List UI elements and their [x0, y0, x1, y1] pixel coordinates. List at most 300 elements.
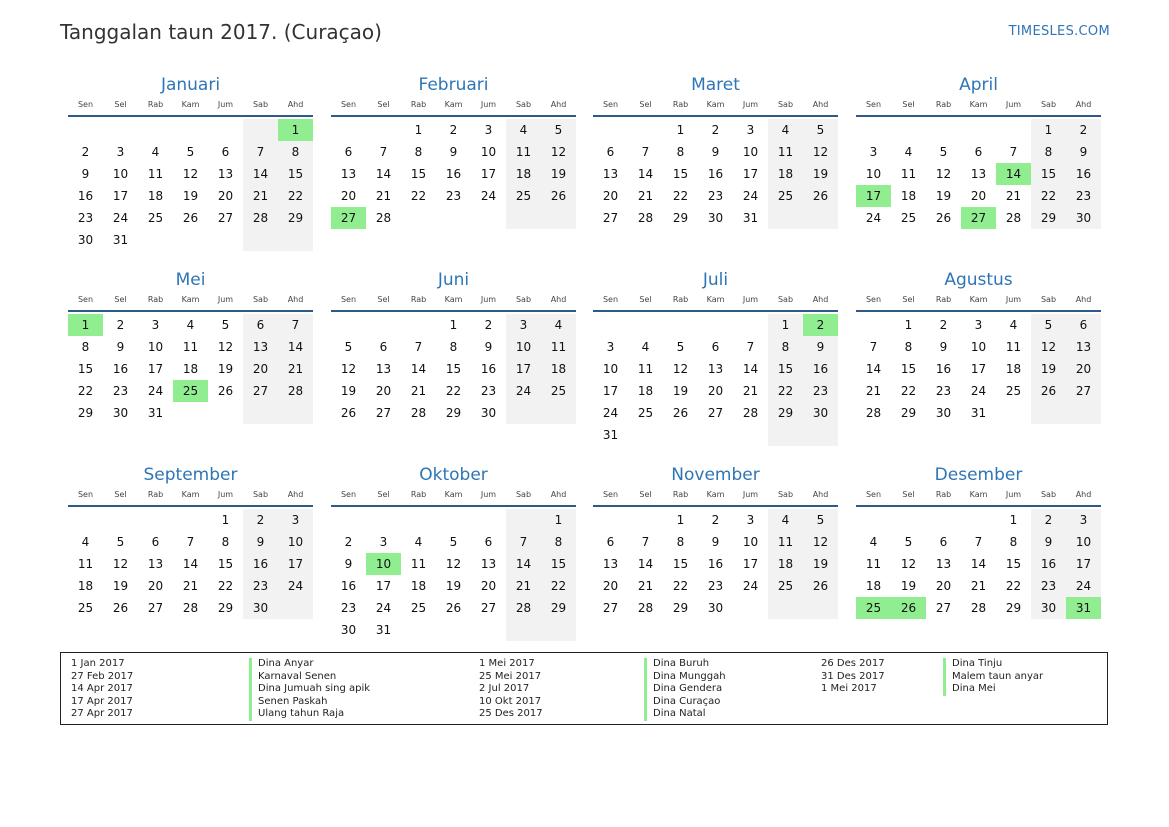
weekday-label: Kam — [969, 295, 988, 304]
weekday-label: Sel — [377, 490, 390, 499]
weekday-label: Rab — [147, 490, 164, 499]
day-cell: 2 — [939, 318, 948, 332]
day-cell: 1 — [414, 123, 423, 137]
month-name: Maret — [691, 75, 740, 95]
day-cell: 5 — [1031, 314, 1066, 336]
day-cell: 21 — [278, 358, 313, 380]
legend-holiday-name: Dina Curaçao — [644, 696, 726, 709]
weekday-header — [68, 489, 313, 507]
day-cell: 2 — [449, 123, 458, 137]
empty-cell — [541, 207, 576, 229]
day-cell: 31 — [742, 211, 759, 225]
month-name: Juni — [437, 270, 470, 290]
empty-cell — [961, 509, 996, 531]
day-cell: 7 — [186, 535, 195, 549]
day-cell: 12 — [803, 141, 838, 163]
day-cell: 1 — [541, 509, 576, 531]
day-cell: 11 — [637, 362, 654, 376]
day-cell: 8 — [449, 340, 458, 354]
empty-cell — [138, 119, 173, 141]
weekday-header — [856, 99, 1101, 117]
day-cell: 25 — [900, 211, 917, 225]
month-name: Desember — [934, 465, 1023, 485]
week-row — [331, 119, 576, 141]
empty-cell — [628, 314, 663, 336]
weekday-label: Sen — [340, 490, 357, 499]
day-cell: 6 — [484, 535, 493, 549]
day-cell: 9 — [939, 340, 948, 354]
day-cell: 20 — [602, 579, 619, 593]
empty-cell — [436, 509, 471, 531]
day-cell: 6 — [379, 340, 388, 354]
day-cell: 29 — [672, 601, 689, 615]
empty-cell — [331, 314, 366, 336]
weekday-label: Sab — [1040, 100, 1057, 109]
day-cell: 17 — [506, 358, 541, 380]
day-cell: 24 — [970, 384, 987, 398]
day-cell: 1 — [1009, 513, 1018, 527]
day-cell: 15 — [410, 167, 427, 181]
holiday-cell: 14 — [996, 163, 1031, 185]
month-name: November — [671, 465, 760, 485]
weekday-label: Rab — [410, 100, 427, 109]
weekday-label: Jum — [480, 100, 497, 109]
holiday-cell: 10 — [366, 553, 401, 575]
weekday-label: Kam — [181, 100, 200, 109]
weekday-label: Ahd — [550, 100, 567, 109]
day-cell: 28 — [970, 601, 987, 615]
day-cell: 14 — [637, 167, 654, 181]
day-cell: 16 — [243, 553, 278, 575]
empty-cell — [138, 229, 173, 251]
day-cell: 27 — [147, 601, 164, 615]
week-row — [593, 575, 838, 597]
weekday-label: Sel — [114, 490, 127, 499]
day-cell: 18 — [768, 553, 803, 575]
day-cell: 18 — [77, 579, 94, 593]
day-cell: 11 — [410, 557, 427, 571]
day-cell: 6 — [344, 145, 353, 159]
day-cell: 13 — [375, 362, 392, 376]
holiday-cell: 27 — [961, 207, 996, 229]
day-cell: 20 — [243, 358, 278, 380]
week-row — [331, 380, 576, 402]
day-cell: 17 — [147, 362, 164, 376]
empty-cell — [541, 619, 576, 641]
day-cell: 17 — [278, 553, 313, 575]
legend-holiday-name: Malem taun anyar — [943, 671, 1043, 684]
day-cell: 16 — [1066, 163, 1101, 185]
day-cell: 24 — [112, 211, 129, 225]
day-cell: 22 — [77, 384, 94, 398]
day-cell: 12 — [935, 167, 952, 181]
day-cell: 16 — [803, 358, 838, 380]
day-cell: 22 — [1005, 579, 1022, 593]
legend-date: 31 Des 2017 — [821, 670, 885, 682]
empty-cell — [173, 402, 208, 424]
day-cell: 22 — [672, 579, 689, 593]
day-cell: 31 — [970, 406, 987, 420]
month-maret — [593, 73, 838, 229]
day-cell: 23 — [112, 384, 129, 398]
week-row — [593, 207, 838, 229]
day-cell: 7 — [746, 340, 755, 354]
empty-cell — [663, 314, 698, 336]
day-cell: 22 — [410, 189, 427, 203]
day-cell: 23 — [1066, 185, 1101, 207]
day-cell: 14 — [375, 167, 392, 181]
week-row — [593, 380, 838, 402]
day-cell: 28 — [278, 380, 313, 402]
empty-cell — [366, 119, 401, 141]
day-cell: 15 — [1031, 163, 1066, 185]
legend-dates-column — [821, 658, 885, 696]
weekday-header — [593, 99, 838, 117]
day-cell: 14 — [637, 557, 654, 571]
day-cell: 24 — [278, 575, 313, 597]
day-cell: 25 — [506, 185, 541, 207]
day-cell: 12 — [112, 557, 129, 571]
empty-cell — [996, 402, 1031, 424]
week-row — [593, 185, 838, 207]
day-cell: 26 — [182, 211, 199, 225]
week-row — [593, 119, 838, 141]
day-cell: 20 — [707, 384, 724, 398]
empty-cell — [506, 509, 541, 531]
day-cell: 15 — [672, 167, 689, 181]
day-cell: 5 — [221, 318, 230, 332]
day-cell: 11 — [77, 557, 94, 571]
day-cell: 11 — [865, 557, 882, 571]
legend-date: 27 Feb 2017 — [71, 670, 134, 682]
weekday-label: Rab — [147, 100, 164, 109]
legend-holiday-name: Dina Gendera — [644, 683, 726, 696]
day-cell: 29 — [768, 402, 803, 424]
week-row — [68, 207, 313, 229]
day-cell: 29 — [1005, 601, 1022, 615]
day-cell: 6 — [1066, 314, 1101, 336]
week-row — [856, 185, 1101, 207]
day-cell: 28 — [1005, 211, 1022, 225]
legend-date: 25 Mei 2017 — [479, 670, 542, 682]
day-cell: 21 — [1005, 189, 1022, 203]
day-cell: 19 — [112, 579, 129, 593]
empty-cell — [803, 207, 838, 229]
day-cell: 29 — [445, 406, 462, 420]
day-cell: 20 — [480, 579, 497, 593]
day-cell: 19 — [935, 189, 952, 203]
day-cell: 29 — [278, 207, 313, 229]
weekday-label: Ahd — [812, 295, 829, 304]
legend-date: 17 Apr 2017 — [71, 695, 133, 707]
day-cell: 12 — [340, 362, 357, 376]
day-cell: 10 — [278, 531, 313, 553]
day-cell: 17 — [112, 189, 129, 203]
day-cell: 23 — [243, 575, 278, 597]
empty-cell — [208, 229, 243, 251]
day-cell: 26 — [112, 601, 129, 615]
day-cell: 5 — [449, 535, 458, 549]
empty-cell — [803, 424, 838, 446]
empty-cell — [926, 119, 961, 141]
week-row — [331, 358, 576, 380]
day-cell: 9 — [803, 336, 838, 358]
day-cell: 23 — [77, 211, 94, 225]
week-row — [856, 575, 1101, 597]
day-cell: 14 — [506, 553, 541, 575]
weekday-label: Kam — [181, 295, 200, 304]
month-name: Februari — [418, 75, 489, 95]
day-cell: 21 — [637, 579, 654, 593]
weekday-label: Kam — [969, 490, 988, 499]
day-cell: 24 — [865, 211, 882, 225]
day-cell: 21 — [375, 189, 392, 203]
day-cell: 15 — [217, 557, 234, 571]
empty-cell — [173, 509, 208, 531]
day-cell: 29 — [672, 211, 689, 225]
weekday-label: Sen — [602, 100, 619, 109]
weekday-label: Jum — [217, 490, 234, 499]
day-cell: 30 — [112, 406, 129, 420]
day-cell: 7 — [869, 340, 878, 354]
weekday-header — [593, 294, 838, 312]
weekday-label: Jum — [1005, 295, 1022, 304]
month-desember — [856, 463, 1101, 619]
weekday-label: Sab — [252, 490, 269, 499]
day-cell: 8 — [278, 141, 313, 163]
week-row — [68, 402, 313, 424]
week-row — [331, 163, 576, 185]
day-cell: 12 — [217, 340, 234, 354]
day-cell: 30 — [480, 406, 497, 420]
day-cell: 25 — [410, 601, 427, 615]
day-cell: 9 — [81, 167, 90, 181]
day-cell: 5 — [186, 145, 195, 159]
day-cell: 19 — [217, 362, 234, 376]
day-cell: 16 — [935, 362, 952, 376]
empty-cell — [733, 597, 768, 619]
empty-cell — [593, 119, 628, 141]
legend-holiday-name: Dina Anyar — [249, 658, 370, 671]
day-cell: 9 — [116, 340, 125, 354]
weekday-label: Jum — [742, 295, 759, 304]
day-cell: 21 — [182, 579, 199, 593]
day-cell: 19 — [445, 579, 462, 593]
day-cell: 4 — [768, 509, 803, 531]
empty-cell — [173, 229, 208, 251]
week-row — [856, 336, 1101, 358]
week-row — [593, 141, 838, 163]
empty-cell — [1031, 402, 1066, 424]
day-cell: 16 — [707, 557, 724, 571]
day-cell: 28 — [182, 601, 199, 615]
day-cell: 25 — [541, 380, 576, 402]
day-cell: 15 — [672, 557, 689, 571]
day-cell: 2 — [711, 513, 720, 527]
day-cell: 3 — [379, 535, 388, 549]
empty-cell — [541, 402, 576, 424]
empty-cell — [663, 424, 698, 446]
empty-cell — [506, 619, 541, 641]
day-cell: 30 — [340, 623, 357, 637]
day-cell: 2 — [1066, 119, 1101, 141]
day-cell: 8 — [221, 535, 230, 549]
day-cell: 16 — [445, 167, 462, 181]
weekday-label: Sab — [777, 295, 794, 304]
day-cell: 14 — [410, 362, 427, 376]
day-cell: 10 — [602, 362, 619, 376]
empty-cell — [471, 509, 506, 531]
week-row — [856, 402, 1101, 424]
day-cell: 16 — [77, 189, 94, 203]
legend-date: 14 Apr 2017 — [71, 683, 133, 694]
week-row — [593, 336, 838, 358]
empty-cell — [733, 314, 768, 336]
day-cell: 7 — [506, 531, 541, 553]
legend-date: 25 Des 2017 — [479, 708, 543, 719]
empty-cell — [173, 119, 208, 141]
day-cell: 13 — [707, 362, 724, 376]
month-juni — [331, 268, 576, 424]
empty-cell — [961, 119, 996, 141]
day-cell: 11 — [506, 141, 541, 163]
weekday-label: Rab — [672, 490, 689, 499]
day-cell: 18 — [541, 358, 576, 380]
day-cell: 24 — [742, 189, 759, 203]
week-row — [856, 141, 1101, 163]
day-cell: 8 — [904, 340, 913, 354]
day-cell: 24 — [742, 579, 759, 593]
day-cell: 4 — [186, 318, 195, 332]
weekday-label: Rab — [672, 100, 689, 109]
day-cell: 1 — [449, 318, 458, 332]
weekday-label: Kam — [444, 295, 463, 304]
week-row — [856, 119, 1101, 141]
month-name: Agustus — [944, 270, 1013, 290]
day-cell: 17 — [970, 362, 987, 376]
week-row — [593, 163, 838, 185]
day-cell: 1 — [221, 513, 230, 527]
weekday-header — [331, 489, 576, 507]
day-cell: 17 — [480, 167, 497, 181]
week-row — [593, 314, 838, 336]
weekday-label: Sel — [377, 100, 390, 109]
day-cell: 3 — [484, 123, 493, 137]
empty-cell — [243, 229, 278, 251]
month-name: Juli — [702, 270, 729, 290]
day-cell: 10 — [970, 340, 987, 354]
weekday-header — [856, 489, 1101, 507]
day-cell: 3 — [869, 145, 878, 159]
week-row — [68, 358, 313, 380]
day-cell: 23 — [1031, 575, 1066, 597]
week-row — [68, 141, 313, 163]
day-cell: 26 — [340, 406, 357, 420]
weekday-header — [331, 99, 576, 117]
day-cell: 21 — [243, 185, 278, 207]
day-cell: 6 — [711, 340, 720, 354]
day-cell: 17 — [375, 579, 392, 593]
day-cell: 18 — [506, 163, 541, 185]
day-cell: 24 — [480, 189, 497, 203]
weekday-label: Sab — [1040, 295, 1057, 304]
week-row — [68, 509, 313, 531]
day-cell: 28 — [243, 207, 278, 229]
day-cell: 24 — [506, 380, 541, 402]
week-row — [593, 553, 838, 575]
day-cell: 8 — [676, 145, 685, 159]
month-januari — [68, 73, 313, 251]
day-cell: 13 — [217, 167, 234, 181]
day-cell: 24 — [147, 384, 164, 398]
day-cell: 26 — [935, 211, 952, 225]
week-row — [856, 207, 1101, 229]
day-cell: 3 — [116, 145, 125, 159]
day-cell: 3 — [278, 509, 313, 531]
weekday-label: Rab — [935, 295, 952, 304]
day-cell: 18 — [900, 189, 917, 203]
week-row — [68, 185, 313, 207]
legend-date: 26 Des 2017 — [821, 658, 885, 669]
day-cell: 19 — [672, 384, 689, 398]
month-name: Januari — [160, 75, 221, 95]
day-cell: 6 — [606, 145, 615, 159]
weekday-label: Kam — [706, 100, 725, 109]
day-cell: 27 — [935, 601, 952, 615]
day-cell: 9 — [1066, 141, 1101, 163]
week-row — [68, 119, 313, 141]
day-cell: 10 — [865, 167, 882, 181]
week-row — [856, 531, 1101, 553]
day-cell: 3 — [606, 340, 615, 354]
day-cell: 4 — [541, 314, 576, 336]
week-row — [593, 424, 838, 446]
legend-dates-column — [71, 658, 133, 721]
day-cell: 26 — [803, 575, 838, 597]
day-cell: 9 — [711, 145, 720, 159]
weekday-label: Sel — [377, 295, 390, 304]
page-title: Tanggalan taun 2017. (Curaçao) — [60, 20, 382, 44]
empty-cell — [856, 119, 891, 141]
legend-holiday-name: Dina Jumuah sing apik — [249, 683, 370, 696]
day-cell: 20 — [217, 189, 234, 203]
site-link[interactable]: TIMESLES.COM — [1008, 24, 1110, 39]
day-cell: 17 — [602, 384, 619, 398]
legend-date: 27 Apr 2017 — [71, 708, 133, 719]
day-cell: 28 — [865, 406, 882, 420]
weekday-label: Rab — [410, 295, 427, 304]
legend-holiday-name: Ulang tahun Raja — [249, 708, 370, 721]
day-cell: 15 — [278, 163, 313, 185]
weekday-label: Sel — [902, 100, 915, 109]
day-cell: 16 — [1031, 553, 1066, 575]
week-row — [331, 553, 576, 575]
weekday-label: Rab — [935, 490, 952, 499]
day-cell: 28 — [506, 597, 541, 619]
holiday-cell: 2 — [803, 314, 838, 336]
empty-cell — [436, 619, 471, 641]
weekday-label: Kam — [706, 490, 725, 499]
empty-cell — [331, 509, 366, 531]
day-cell: 9 — [243, 531, 278, 553]
week-row — [68, 336, 313, 358]
day-cell: 7 — [414, 340, 423, 354]
weekday-label: Jum — [217, 100, 234, 109]
day-cell: 13 — [935, 557, 952, 571]
legend-holiday-name: Karnaval Senen — [249, 671, 370, 684]
day-cell: 31 — [112, 233, 129, 247]
day-cell: 10 — [480, 145, 497, 159]
